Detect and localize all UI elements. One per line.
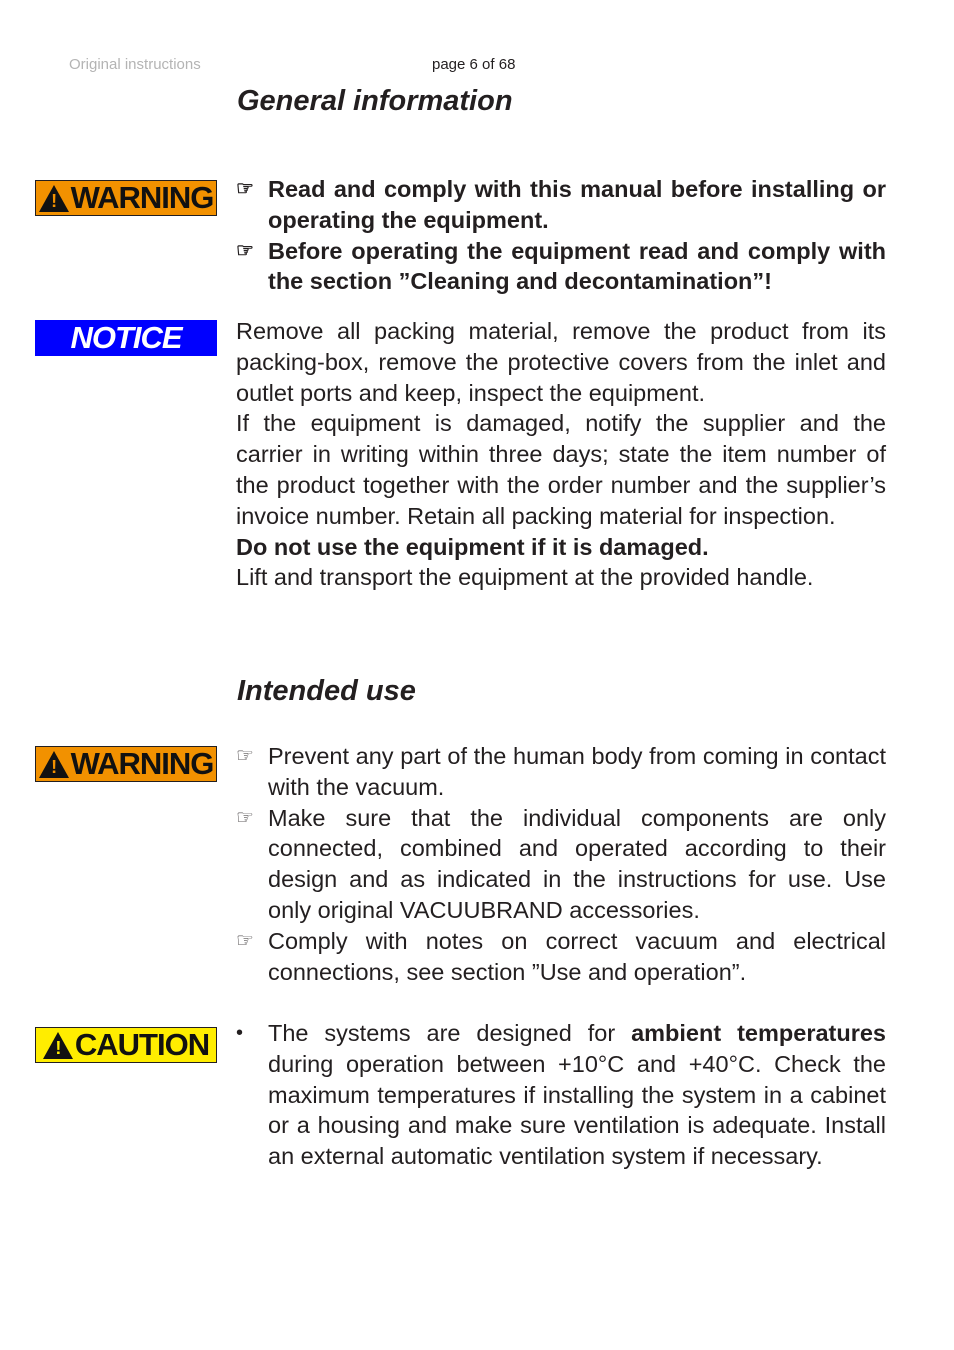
caution-badge-label: CAUTION [74, 1027, 210, 1062]
list-item [236, 236, 886, 298]
list-item-text: Read and comply with this manual before installing or operating the equipment. [268, 176, 886, 233]
section-title-intended-use: Intended use [237, 675, 416, 707]
list-item-text: Make sure that the individual components are only connected, combined and operated according to their design and as indicated in the instructions for use. Use only original VACUUBRAND accessories. [268, 804, 886, 923]
list-item-text: The systems are designed for ambient temperatures during operation between +10°C and +40°C. Check the maximum temperatures if installing the system in a cabinet or a housing and make sure ventilation is adequate. Install an external automatic ventilation system if necessary. [268, 1020, 886, 1170]
hand-pointer-icon: ☞ [236, 929, 254, 952]
notice-paragraph: Lift and transport the equipment at the provided handle. [236, 564, 814, 591]
notice-emphasis: Do not use the equipment if it is damaged. [236, 533, 709, 560]
warning-triangle-icon: ! [43, 1032, 73, 1059]
warning-triangle-icon: ! [39, 185, 69, 212]
list-item [236, 926, 886, 988]
list-item [236, 741, 886, 803]
caution-badge [35, 1027, 217, 1063]
warning-badge-label: WARNING [70, 180, 214, 215]
page-number: page 6 of 68 [432, 56, 516, 73]
hand-pointer-icon: ☞ [236, 178, 254, 200]
caution-text [236, 1018, 886, 1172]
list-item [236, 803, 886, 926]
warning-badge-label: WARNING [70, 746, 214, 781]
notice-paragraph: If the equipment is damaged, notify the supplier and the carrier in writing within three days; state the item number of the product together with the order number and the supplier’s invoice number. Retain all packing material for inspection. [236, 410, 886, 529]
bullet-icon: • [236, 1022, 244, 1044]
warning-badge [35, 746, 217, 782]
document-label: Original instructions [69, 56, 201, 73]
section-title-general-information: General information [237, 85, 513, 117]
list-item-text: Before operating the equipment read and comply with the section ”Cleaning and decontamination”! [268, 237, 886, 295]
notice-badge [35, 320, 217, 356]
hand-pointer-icon: ☞ [236, 806, 254, 829]
intended-warning-list [236, 741, 886, 987]
notice-badge-label: NOTICE [70, 320, 182, 355]
list-item-text: Prevent any part of the human body from coming in contact with the vacuum. [268, 743, 886, 800]
list-item [236, 174, 886, 236]
list-item [236, 1018, 886, 1172]
list-item-text: Comply with notes on correct vacuum and electrical connections, see section ”Use and operation”. [268, 927, 886, 985]
hand-pointer-icon: ☞ [236, 239, 254, 262]
hand-pointer-icon: ☞ [236, 745, 254, 767]
warning-badge [35, 180, 217, 216]
warning-triangle-icon: ! [39, 751, 69, 778]
notice-text [236, 316, 886, 593]
notice-paragraph: Remove all packing material, remove the product from its packing-box, remove the protective covers from the inlet and outlet ports and keep, inspect the equipment. [236, 318, 886, 406]
general-warning-list [236, 174, 886, 297]
